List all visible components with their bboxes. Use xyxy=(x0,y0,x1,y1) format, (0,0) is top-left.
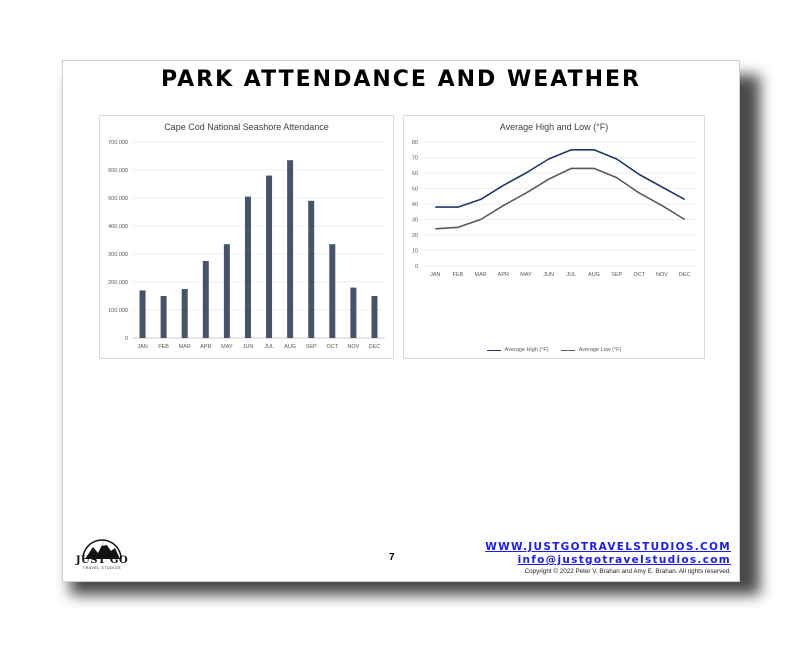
copyright-text: Copyright © 2022 Peter V. Brahan and Amy E. Brahan. All rights reserved. xyxy=(524,568,731,575)
document-page xyxy=(62,60,740,582)
bar-oct xyxy=(329,244,335,338)
bar-x-tick-label: JAN xyxy=(137,344,148,350)
line-y-tick-label: 40 xyxy=(411,202,418,208)
line-y-tick-label: 0 xyxy=(414,264,418,270)
line-y-tick-label: 60 xyxy=(411,171,418,177)
temperature-legend xyxy=(404,347,704,353)
line-x-tick-label: AUG xyxy=(588,272,600,278)
bar-y-tick-label: 200,000 xyxy=(108,280,128,286)
bar-mar xyxy=(182,289,188,338)
bar-x-tick-label: JUN xyxy=(242,344,254,350)
bar-x-tick-label: MAR xyxy=(178,344,191,350)
bar-y-tick-label: 400,000 xyxy=(108,224,128,230)
bar-y-tick-label: 0 xyxy=(124,336,128,342)
line-x-tick-label: FEB xyxy=(452,272,464,278)
bar-jan xyxy=(140,290,146,338)
bar-jul xyxy=(266,176,272,338)
bar-y-tick-label: 100,000 xyxy=(108,308,128,314)
bar-dec xyxy=(371,296,377,338)
bar-y-tick-label: 500,000 xyxy=(108,196,128,202)
attendance-chart-plot xyxy=(100,116,393,358)
line-x-tick-label: SEP xyxy=(611,272,623,278)
line-x-tick-label: MAY xyxy=(520,272,532,278)
bar-x-tick-label: FEB xyxy=(158,344,169,350)
bar-feb xyxy=(161,296,167,338)
logo-text: JUST GO xyxy=(75,555,129,566)
bar-y-tick-label: 300,000 xyxy=(108,252,128,258)
line-y-tick-label: 10 xyxy=(411,248,418,255)
bar-y-tick-label: 700,000 xyxy=(108,140,128,146)
temperature-chart-title: Average High and Low (°F) xyxy=(499,122,609,132)
line-x-tick-label: MAR xyxy=(474,272,487,278)
just-go-logo xyxy=(73,529,131,573)
line-x-tick-label: NOV xyxy=(656,272,668,278)
bar-x-tick-label: DEC xyxy=(368,344,381,350)
bar-x-tick-label: AUG xyxy=(284,344,297,350)
average-high-line xyxy=(435,150,684,207)
line-y-tick-label: 50 xyxy=(411,186,418,193)
temperature-chart xyxy=(403,115,705,359)
line-x-tick-label: JUL xyxy=(566,272,577,278)
bar-x-tick-label: MAY xyxy=(221,344,233,350)
temperature-chart-plot xyxy=(404,116,704,358)
website-link[interactable]: WWW.JUSTGOTRAVELSTUDIOS.COM xyxy=(485,541,731,553)
line-x-tick-label: OCT xyxy=(633,272,646,278)
line-x-tick-label: JAN xyxy=(430,272,441,278)
bar-x-tick-label: APR xyxy=(200,344,212,350)
line-x-tick-label: JUN xyxy=(543,272,555,278)
bar-nov xyxy=(350,288,356,338)
bar-y-tick-label: 600,000 xyxy=(108,168,128,174)
bar-x-tick-label: OCT xyxy=(326,344,339,350)
legend-item-high xyxy=(487,347,549,353)
legend-swatch-low xyxy=(561,350,575,351)
line-y-tick-label: 80 xyxy=(411,140,418,146)
legend-label-low: Average Low (°F) xyxy=(578,347,622,353)
attendance-chart xyxy=(99,115,394,359)
email-link[interactable]: info@justgotravelstudios.com xyxy=(517,554,731,566)
line-x-tick-label: DEC xyxy=(678,272,691,278)
bar-x-tick-label: NOV xyxy=(347,344,360,350)
attendance-chart-title: Cape Cod National Seashore Attendance xyxy=(164,122,329,132)
legend-item-low xyxy=(561,347,622,353)
bar-may xyxy=(224,244,230,338)
bar-aug xyxy=(287,160,293,338)
bar-sep xyxy=(308,201,314,338)
bar-x-tick-label: JUL xyxy=(264,344,274,350)
line-y-tick-label: 20 xyxy=(411,233,418,239)
page-number: 7 xyxy=(389,552,395,563)
bar-x-tick-label: SEP xyxy=(305,344,317,350)
logo-subtext: TRAVEL STUDIOS xyxy=(82,566,122,570)
bar-apr xyxy=(203,261,209,338)
line-y-tick-label: 30 xyxy=(411,217,418,224)
footer xyxy=(485,541,731,575)
legend-swatch-high xyxy=(487,350,501,351)
line-x-tick-label: APR xyxy=(497,272,509,278)
page-title: PARK ATTENDANCE AND WEATHER xyxy=(161,67,641,92)
bar-jun xyxy=(245,197,251,338)
legend-label-high: Average High (°F) xyxy=(504,347,549,353)
line-y-tick-label: 70 xyxy=(411,155,418,162)
